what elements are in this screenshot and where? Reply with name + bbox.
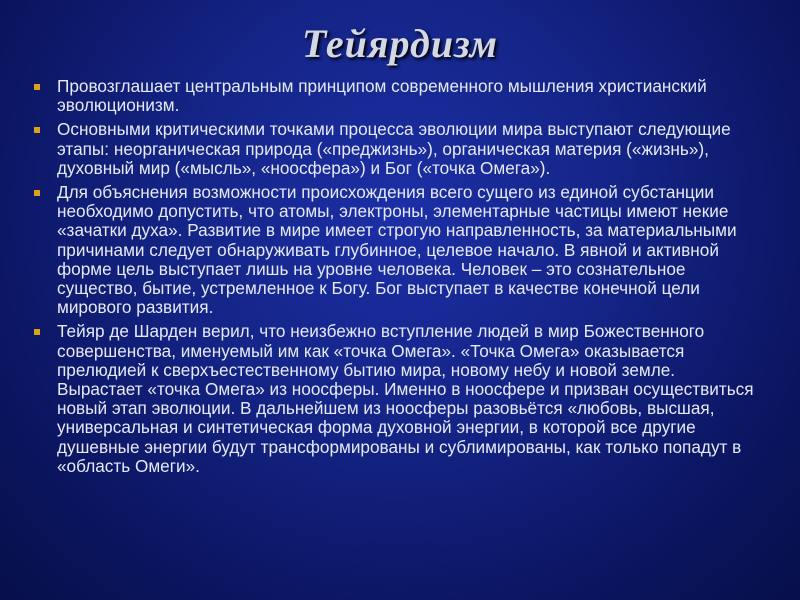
square-bullet-icon <box>34 84 40 90</box>
bullet-text: Основными критическими точками процесса эволюции мира выступают следующие этапы: неорганическая природа («преджизнь»), органическая материя («жизнь»), духовный мир («мысль», «ноосфера») и Бог («точка Омега»). <box>57 119 731 178</box>
slide-title: Тейярдизм <box>301 21 499 66</box>
square-bullet-icon <box>34 190 40 196</box>
bullet-item <box>30 183 765 317</box>
bullet-item <box>30 77 765 115</box>
bullet-text: Тейяр де Шарден верил, что неизбежно вступление людей в мир Божественного совершенства, именуемый им как «точка Омега». «Точка Омега» оказывается прелюдией к сверхъестественному бытию мира, новому небу и новой земле. Вырастает «точка Омега» из ноосферы. Именно в ноосфере и призван осуществиться новый этап эволюции. В дальнейшем из ноосферы разовьётся «любовь, высшая, универсальная и синтетическая форма духовной энергии, в которой все другие душевные энергии будут трансформированы и сублимированы, как только попадут в «область Омеги». <box>57 321 754 476</box>
bullet-item <box>30 120 765 178</box>
square-bullet-icon <box>34 127 40 133</box>
bullet-item <box>30 322 765 476</box>
bullet-list <box>30 77 765 481</box>
bullet-text: Для объяснения возможности происхождения всего сущего из единой субстанции необходимо допустить, что атомы, электроны, элементарные частицы имеют некие «зачатки духа». Развитие в мире имеет строгую направленность, за материальными причинами следует обнаруживать глубинное, целевое начало. В явной и активной форме цель выступает лишь на уровне человека. Человек – это сознательное существо, бытие, устремленное к Богу. Бог выступает в качестве конечной цели мирового развития. <box>57 182 737 318</box>
square-bullet-icon <box>34 329 40 335</box>
bullet-text: Провозглашает центральным принципом современного мышления христианский эволюционизм. <box>57 76 707 116</box>
